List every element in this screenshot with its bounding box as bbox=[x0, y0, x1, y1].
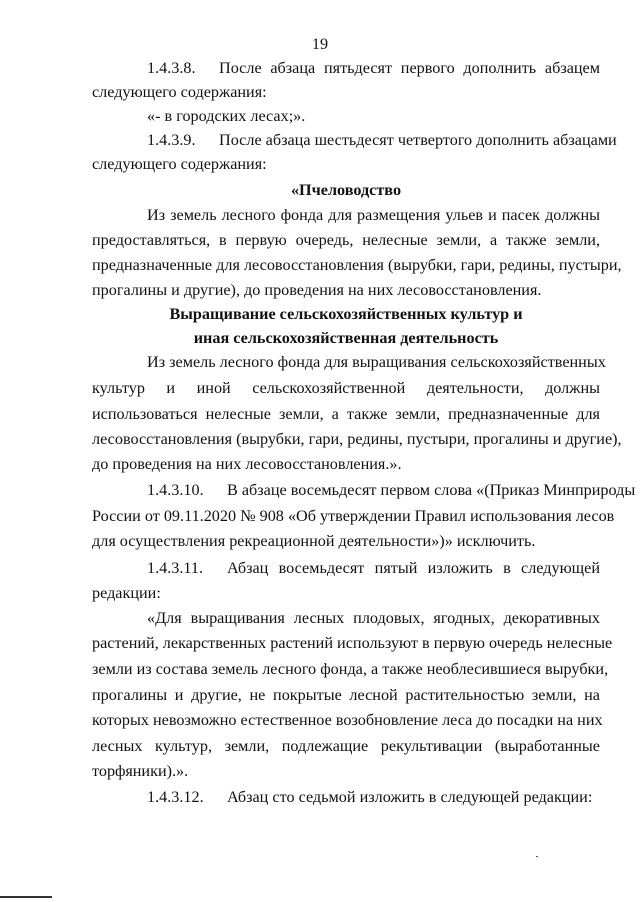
text-line: для осуществления рекреационной деятельности»)» исключить. bbox=[92, 532, 536, 550]
text-line: торфяники).». bbox=[92, 762, 189, 780]
text-line: предоставляться, в первую очередь, нелесные земли, а также земли, bbox=[92, 231, 600, 249]
page-number: 19 bbox=[311, 35, 329, 53]
item-text: После абзаца пятьдесят первого дополнить абзацем bbox=[219, 59, 600, 77]
text-line: лесных культур, земли, подлежащие рекультивации (выработанные bbox=[92, 737, 600, 755]
text-line: культур и иной сельскохозяйственной деятельности, должны bbox=[92, 379, 600, 397]
text-line: России от 09.11.2020 № 908 «Об утверждении Правил использования лесов bbox=[92, 507, 615, 525]
text-line: до проведения на них лесовосстановления.». bbox=[92, 455, 402, 473]
text-line: прогалины и другие, не покрытые лесной растительностью земли, на bbox=[92, 686, 600, 704]
text-line: которых невозможно естественное возобновление леса до посадки на них bbox=[92, 711, 603, 729]
item-number: 1.4.3.8. bbox=[147, 59, 196, 77]
text-line: Из земель лесного фонда для размещения ульев и пасек должны bbox=[147, 206, 600, 224]
text-line: земли из состава земель лесного фонда, а также необлесившиеся вырубки, bbox=[92, 660, 609, 678]
section-heading-agriculture-2: иная сельскохозяйственная деятельность bbox=[193, 329, 499, 347]
text-line: следующего содержания: bbox=[92, 83, 267, 101]
item-1-4-3-10-line bbox=[92, 480, 636, 500]
item-1-4-3-12-line bbox=[92, 787, 600, 807]
item-text: В абзаце восемьдесят первом слова «(Приказ Минприроды bbox=[227, 481, 636, 499]
item-text: Абзац восемьдесят пятый изложить в следующей bbox=[227, 559, 600, 577]
text-line: следующего содержания: bbox=[92, 155, 267, 173]
text-line: лесовосстановления (вырубки, гари, редины, пустыри, прогалины и другие), bbox=[92, 430, 622, 448]
item-1-4-3-8-line bbox=[92, 58, 600, 78]
section-heading-beekeeping: «Пчеловодство bbox=[290, 181, 402, 199]
item-number: 1.4.3.11. bbox=[147, 559, 204, 577]
item-text: После абзаца шестьдесят четвертого дополнить абзацами bbox=[219, 131, 617, 149]
text-line: растений, лекарственных растений используют в первую очередь нелесные bbox=[92, 634, 613, 652]
item-text: Абзац сто седьмой изложить в следующей редакции: bbox=[227, 788, 593, 806]
text-line: «Для выращивания лесных плодовых, ягодных, декоративных bbox=[147, 609, 600, 627]
item-number: 1.4.3.10. bbox=[147, 481, 204, 499]
scan-speck bbox=[536, 856, 538, 857]
text-line: предназначенные для лесовосстановления (вырубки, гари, редины, пустыри, bbox=[92, 256, 622, 274]
text-line: редакции: bbox=[92, 584, 161, 602]
text-line: использоваться нелесные земли, а также земли, предназначенные для bbox=[92, 405, 600, 423]
text-line: «- в городских лесах;». bbox=[147, 107, 306, 125]
item-1-4-3-9-line bbox=[92, 130, 617, 150]
section-heading-agriculture-1: Выращивание сельскохозяйственных культур и bbox=[169, 305, 523, 323]
text-line: прогалины и другие), до проведения на них лесовосстановления. bbox=[92, 281, 542, 299]
scan-edge-mark bbox=[0, 896, 52, 898]
item-1-4-3-11-line bbox=[92, 558, 600, 578]
item-number: 1.4.3.9. bbox=[147, 131, 196, 149]
text-line: Из земель лесного фонда для выращивания сельскохозяйственных bbox=[147, 353, 606, 371]
item-number: 1.4.3.12. bbox=[147, 788, 204, 806]
